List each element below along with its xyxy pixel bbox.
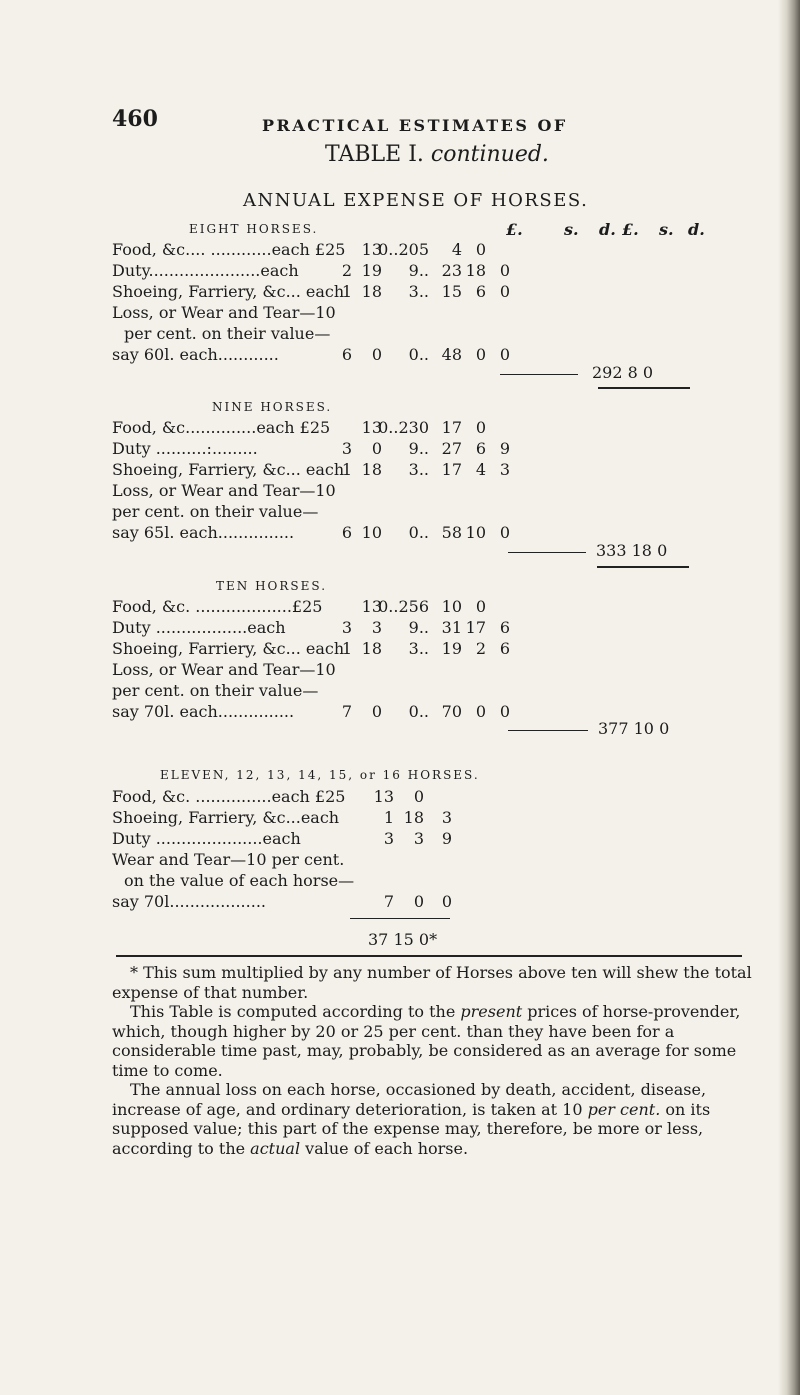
table-row (112, 829, 752, 849)
cell: 0 (475, 345, 486, 364)
cell: 3 (413, 829, 424, 848)
cell: 9 (499, 439, 510, 458)
cell: 19 (361, 261, 382, 280)
table-title (325, 142, 549, 167)
cell: 0 (371, 439, 382, 458)
cell: 18 (403, 808, 424, 827)
cell: 31 (441, 618, 462, 637)
cell: 6 (499, 639, 510, 658)
table-row (124, 871, 764, 891)
section-total: 37 15 0* (368, 930, 438, 949)
row-label: say 65l. each............... (112, 523, 295, 542)
row-label: Food, &c. ...................£25 (112, 597, 323, 616)
cell: 15 (441, 282, 462, 301)
row-label: Shoeing, Farriery, &c...each (112, 808, 340, 827)
cell: 6 (475, 282, 486, 301)
cell: 7 (383, 892, 394, 911)
cell: 0..256 (378, 597, 429, 616)
cell: 18 (465, 261, 486, 280)
cell: 70 (441, 702, 462, 721)
text-run: value of each horse. (300, 1138, 469, 1158)
running-head: PRACTICAL ESTIMATES OF (262, 116, 568, 135)
row-label: Duty ..................each (112, 618, 286, 637)
cell: 13 (373, 787, 394, 806)
table-row (112, 460, 752, 480)
section-total: 292 8 0 (592, 363, 654, 382)
table-row (112, 523, 752, 543)
text-run: prices of horse-provender, which, though higher by 20 or 25 per cent. than they have been for a considerable time past, may, probably, be considered as an average for some time to come. (112, 1002, 741, 1080)
cell: 4 (475, 460, 486, 479)
cell: 19 (441, 639, 462, 658)
table-row (112, 618, 752, 638)
cell: 0 (499, 261, 510, 280)
header-pounds-total: £. (622, 220, 639, 239)
cell: 4 (451, 240, 462, 259)
cell: 13 (361, 240, 382, 259)
cell: 13 (361, 418, 382, 437)
italic-run: present (460, 1002, 523, 1021)
section-total: 333 18 0 (596, 541, 668, 560)
cell: 18 (361, 282, 382, 301)
row-label: Loss, or Wear and Tear—10 (112, 660, 336, 679)
footnote-divider (116, 955, 742, 957)
cell: 0 (441, 892, 452, 911)
cell: 2 (341, 261, 352, 280)
table-row (112, 502, 752, 522)
cell: 0.. (408, 523, 429, 542)
table-row (112, 808, 752, 828)
row-label: say 70l. each............... (112, 702, 295, 721)
table-row (112, 597, 752, 617)
row-label: say 70l................... (112, 892, 266, 911)
cell: 0 (475, 418, 486, 437)
cell: 3 (441, 808, 452, 827)
table-row (112, 303, 752, 323)
text-run: This Table is computed according to the (130, 1002, 461, 1021)
table-row (112, 660, 752, 680)
table-row (112, 439, 752, 459)
cell: 6 (475, 439, 486, 458)
cell: 1 (341, 282, 352, 301)
cell: 0 (499, 282, 510, 301)
section-total: 377 10 0 (598, 719, 670, 738)
cell: 18 (361, 639, 382, 658)
cell: 0 (475, 597, 486, 616)
sum-rule (508, 552, 586, 553)
table-row (124, 324, 764, 344)
section-title-nine: NINE HORSES. (212, 400, 333, 414)
cell: 0 (371, 702, 382, 721)
row-label: Wear and Tear—10 per cent. (112, 850, 345, 869)
cell: 17 (465, 618, 486, 637)
cell: 6 (341, 345, 352, 364)
row-label: per cent. on their value— (112, 681, 319, 700)
cell: 6 (341, 523, 352, 542)
row-label: per cent. on their value— (112, 502, 319, 521)
row-label: Shoeing, Farriery, &c... each (112, 282, 345, 301)
row-label: Shoeing, Farriery, &c... each (112, 639, 345, 658)
row-label: Duty .....................each (112, 829, 301, 848)
cell: 13 (361, 597, 382, 616)
cell: 6 (499, 618, 510, 637)
section-divider (598, 387, 690, 389)
row-label: per cent. on their value— (124, 324, 331, 343)
cell: 1 (341, 460, 352, 479)
cell: 17 (441, 418, 462, 437)
cell: 58 (441, 523, 462, 542)
row-label: on the value of each horse— (124, 871, 355, 890)
page-number: 460 (112, 106, 158, 132)
cell: 3 (341, 618, 352, 637)
cell: 0 (475, 702, 486, 721)
table-subtitle: ANNUAL EXPENSE OF HORSES. (243, 190, 589, 211)
cell: 0 (499, 345, 510, 364)
cell: 3 (383, 829, 394, 848)
row-label: Food, &c. ...............each £25 (112, 787, 346, 806)
italic-run: actual (250, 1138, 301, 1158)
table-row (112, 850, 752, 870)
column-headers (112, 220, 752, 240)
section-title-ten: TEN HORSES. (216, 579, 328, 593)
cell: 0.. (408, 345, 429, 364)
header-pence-total: d. (688, 220, 705, 239)
cell: 9 (441, 829, 452, 848)
cell: 9.. (408, 439, 429, 458)
cell: 3 (499, 460, 510, 479)
table-row (112, 481, 752, 501)
cell: 10 (441, 597, 462, 616)
row-label: Duty......................each (112, 261, 299, 280)
cell: 10 (465, 523, 486, 542)
row-label: Shoeing, Farriery, &c... each (112, 460, 345, 479)
table-row (112, 240, 752, 260)
row-label: say 60l. each............ (112, 345, 279, 364)
cell: 7 (341, 702, 352, 721)
footnote-star: * This sum multiplied by any number of Horses above ten will shew the total expense of that number. (112, 963, 752, 1002)
section-title-eleven: ELEVEN, 12, 13, 14, 15, or 16 HORSES. (160, 768, 480, 782)
row-label: Loss, or Wear and Tear—10 (112, 303, 336, 322)
cell: 18 (361, 460, 382, 479)
cell: 0 (499, 523, 510, 542)
cell: 0 (475, 240, 486, 259)
cell: 0 (371, 345, 382, 364)
table-row (112, 681, 752, 701)
sum-rule (500, 374, 578, 375)
table-row (112, 892, 752, 912)
footnote-paragraph-2 (112, 1080, 752, 1158)
table-row (112, 418, 752, 438)
table-row (112, 639, 752, 659)
header-pounds: £. (506, 220, 523, 239)
cell: 3.. (408, 639, 429, 658)
table-row (112, 345, 752, 365)
cell: 0.. (408, 702, 429, 721)
table-title-main: TABLE I. (325, 142, 424, 167)
table-row (112, 787, 752, 807)
row-label: Duty ..........:......... (112, 439, 258, 458)
header-shillings: s. (564, 220, 579, 239)
row-label: Loss, or Wear and Tear—10 (112, 481, 336, 500)
footnote-paragraph-1 (112, 1002, 752, 1080)
italic-run: per cent. (587, 1099, 661, 1119)
cell: 3.. (408, 460, 429, 479)
cell: 1 (383, 808, 394, 827)
sum-rule (508, 730, 588, 731)
cell: 0..205 (378, 240, 429, 259)
cell: 27 (441, 439, 462, 458)
text-run: The annual loss on each horse, occasioned by death, accident, disease, increase of age, and ordinary deterioration, is taken at 10 (112, 1080, 707, 1119)
cell: 1 (341, 639, 352, 658)
cell: 9.. (408, 261, 429, 280)
row-label: Food, &c.... ............each £25 (112, 240, 346, 259)
cell: 0 (499, 702, 510, 721)
cell: 3.. (408, 282, 429, 301)
cell: 10 (361, 523, 382, 542)
cell: 0 (413, 787, 424, 806)
row-label: Food, &c..............each £25 (112, 418, 331, 437)
cell: 48 (441, 345, 462, 364)
table-title-suffix: continued. (430, 142, 549, 167)
cell: 17 (441, 460, 462, 479)
cell: 9.. (408, 618, 429, 637)
cell: 0 (413, 892, 424, 911)
table-row (112, 261, 752, 281)
header-pence: d. (599, 220, 616, 239)
section-title-eight: EIGHT HORSES. (189, 222, 319, 236)
page-edge-shadow (778, 0, 800, 1395)
sum-rule (350, 918, 450, 919)
cell: 2 (475, 639, 486, 658)
cell: 0..230 (378, 418, 429, 437)
cell: 3 (371, 618, 382, 637)
header-shillings-total: s. (659, 220, 674, 239)
text-run: on its supposed value; this part of the expense may, therefore, be more or less, according to the (112, 1099, 711, 1158)
section-divider (597, 566, 689, 568)
table-row (112, 282, 752, 302)
cell: 3 (341, 439, 352, 458)
cell: 23 (441, 261, 462, 280)
